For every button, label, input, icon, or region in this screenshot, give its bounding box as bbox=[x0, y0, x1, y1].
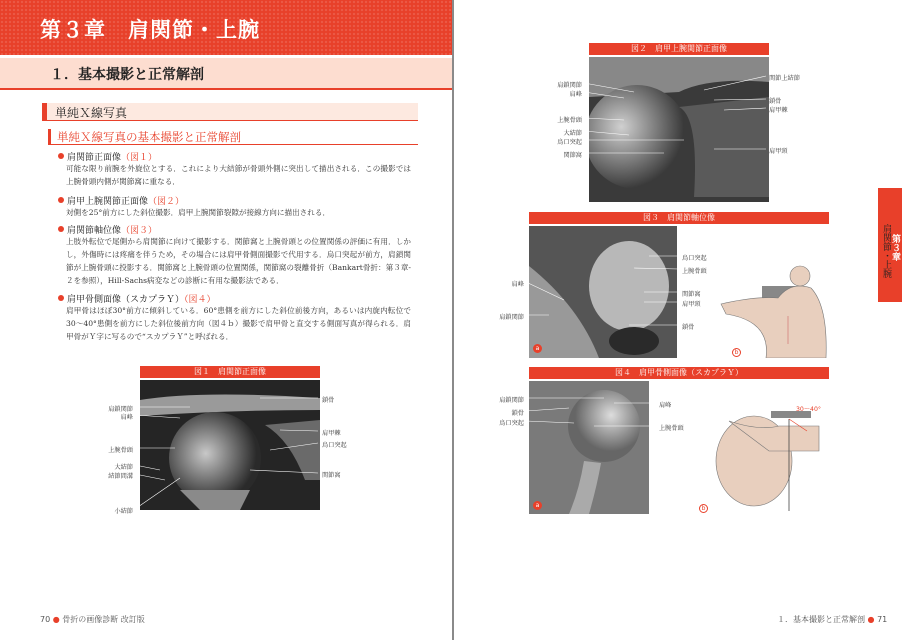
item-body: 上肢外転位で尾側から肩関節に向けて撮影する．関節窩と上腕骨頭との位置関係の評価に有用．しかし，外傷時には疼痛を伴うため，その場合には肩甲骨側面撮影で代用する．烏口突起が前方，肩鎖関節が上腕骨頭に投影する．関節窩と上腕骨頭の位置関係，関節窩の裂離骨折（Bankart骨折：第３章-２を参照），Hill-Sachs病変などの診断に有用な撮影法である． bbox=[66, 237, 411, 285]
subheading-basic-views: 単純Ｘ線写真の基本撮影と正常解剖 bbox=[48, 129, 418, 145]
left-page bbox=[0, 0, 452, 640]
fig1-leader-lines bbox=[0, 0, 452, 640]
item-head: 肩甲骨側面像（スカプラＹ）（図４） bbox=[58, 292, 216, 305]
fig1-label: 肩鎖関節 bbox=[108, 406, 133, 413]
book-title: 骨折の画像診断 改訂版 bbox=[62, 615, 145, 624]
subheading-plain-xray: 単純Ｘ線写真 bbox=[42, 103, 418, 121]
fig1-label: 肩峰 bbox=[120, 414, 133, 421]
footer-right: １．基本撮影と正常解剖 ● 71 bbox=[777, 615, 888, 624]
footer-left: 70 ● 骨折の画像診断 改訂版 bbox=[40, 615, 145, 624]
fig4-label: 肩鎖関節 bbox=[499, 397, 524, 404]
fig1-label: 上腕骨頭 bbox=[108, 447, 133, 454]
page-number: 71 bbox=[877, 615, 888, 624]
item-body: 肩甲骨はほぼ30°前方に傾斜している．60°患側を前方にした斜位前後方向，あるいは内旋内転位で30～40°患側を前方にした斜位後前方向（図４ｂ）撮影で肩甲骨と直交する側面写真が得られる．肩甲骨がＹ字に写るので“スカプラＹ”と呼ばれる． bbox=[66, 306, 411, 341]
fig2-label: 肩甲頸 bbox=[769, 148, 788, 155]
fig4-label: 肩峰 bbox=[659, 402, 672, 409]
chapter-tab: 第３章 bbox=[878, 188, 902, 302]
panel-a-marker: a bbox=[533, 501, 542, 510]
figure-caption: 図４ 肩甲骨側面像（スカプラＹ） bbox=[529, 367, 829, 379]
figure-caption: 図２ 肩甲上腕関節正面像 bbox=[589, 43, 769, 55]
fig2-label: 鎖骨 bbox=[769, 98, 782, 105]
item-body: 対側を25°前方にした斜位撮影．肩甲上腕関節裂隙が接線方向に描出される． bbox=[66, 208, 331, 217]
fig2-label: 大結節 bbox=[563, 130, 582, 137]
figure-caption: 図３ 肩関節軸位像 bbox=[529, 212, 829, 224]
fig4-label: 上腕骨頭 bbox=[659, 425, 684, 432]
panel-b-marker: b bbox=[732, 348, 741, 357]
running-title: １．基本撮影と正常解剖 bbox=[777, 615, 865, 624]
fig3-label: 烏口突起 bbox=[682, 255, 707, 262]
section-title: １．基本撮影と正常解剖 bbox=[50, 67, 204, 83]
chapter-tab-title: 肩関節・上腕 bbox=[881, 224, 891, 278]
fig1-label: 烏口突起 bbox=[322, 442, 347, 449]
fig1-label: 肩甲棘 bbox=[322, 430, 341, 437]
chapter-title: 第３章 肩関節・上腕 bbox=[40, 18, 260, 42]
fig3-label: 肩甲頸 bbox=[682, 301, 701, 308]
fig2-label: 関節上結節 bbox=[769, 75, 800, 82]
fig3-label: 上腕骨頭 bbox=[682, 268, 707, 275]
fig1-label: 鎖骨 bbox=[322, 397, 335, 404]
fig4-label: 烏口突起 bbox=[499, 420, 524, 427]
panel-b-marker: b bbox=[699, 504, 708, 513]
item-head: 肩甲上腕関節正面像（図２） bbox=[58, 194, 184, 207]
panel-a-marker: a bbox=[533, 344, 542, 353]
fig2-label: 肩鎖関節 bbox=[557, 82, 582, 89]
fig3-label: 肩鎖関節 bbox=[499, 314, 524, 321]
item-head: 肩関節軸位像（図３） bbox=[58, 223, 157, 236]
item-head: 肩関節正面像（図１） bbox=[58, 150, 157, 163]
page-number: 70 bbox=[40, 615, 51, 624]
item-body: 可能な限り前腕を外旋位とする．これにより大結節が骨頭外側に突出して描出される．この撮影では上腕骨頭内側が関節窩に重なる． bbox=[66, 164, 411, 186]
fig3-label: 関節窩 bbox=[682, 291, 701, 298]
right-page bbox=[454, 0, 906, 640]
fig4-label: 鎖骨 bbox=[511, 410, 524, 417]
fig3-label: 鎖骨 bbox=[682, 324, 695, 331]
angle-label: 30～40° bbox=[796, 406, 822, 413]
fig2-label: 関節窩 bbox=[563, 152, 582, 159]
right-leader-lines bbox=[454, 0, 906, 640]
fig3-label: 肩峰 bbox=[511, 281, 524, 288]
fig2-label: 肩峰 bbox=[569, 91, 582, 98]
fig1-label: 結節間溝 bbox=[108, 473, 133, 480]
fig1-label: 大結節 bbox=[114, 464, 133, 471]
fig2-label: 上腕骨頭 bbox=[557, 117, 582, 124]
figure-caption: 図１ 肩関節正面像 bbox=[140, 366, 320, 378]
fig1-label: 関節窩 bbox=[322, 472, 341, 479]
fig1-label: 小結節 bbox=[114, 508, 133, 515]
fig2-label: 烏口突起 bbox=[557, 139, 582, 146]
fig2-label: 肩甲棘 bbox=[769, 107, 788, 114]
